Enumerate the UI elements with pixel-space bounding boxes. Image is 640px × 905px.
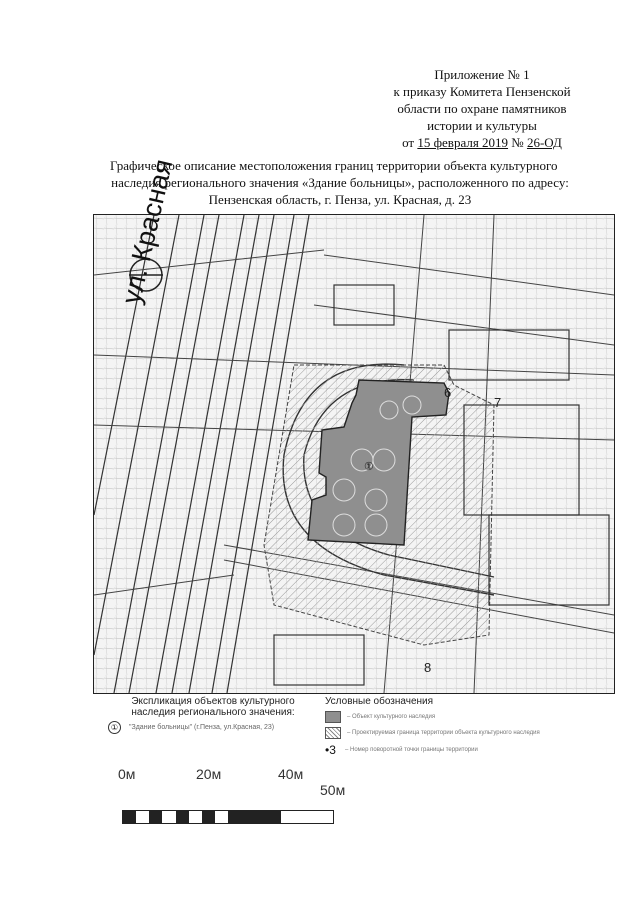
point-symbol-icon: • 3 [325, 743, 336, 757]
scale-label-40: 40м [278, 766, 304, 782]
order-number: 26-ОД [526, 135, 562, 150]
date-prefix: от [402, 135, 415, 150]
legend-text-point: – Номер поворотной точки границы территории [345, 747, 478, 753]
object-marker: ① [364, 461, 374, 473]
number-sign: № [511, 135, 524, 150]
order-date: 15 февраля 2019 [417, 135, 509, 150]
scale-bar [118, 766, 378, 832]
boundary-swatch-icon [325, 727, 341, 739]
title-line-2: наследия регионального значения «Здание больницы», расположенного по адресу: [111, 175, 569, 190]
order-reference-3: истории и культуры [427, 118, 537, 133]
scale-label-50: 50м [320, 782, 346, 798]
point-number-7: 7 [494, 395, 502, 410]
title-line-3: Пензенская область, г. Пенза, ул. Красная, д. 23 [208, 192, 472, 207]
street-label: ул. Красная [116, 156, 179, 307]
site-plan-map [93, 214, 615, 694]
order-reference: к приказу Комитета Пензенской [393, 84, 571, 99]
appendix-number: Приложение № 1 [434, 67, 530, 82]
explication-title-1: Экспликация объектов культурного [131, 696, 295, 707]
order-date-line [362, 134, 602, 151]
symbols-title: Условные обозначения [325, 696, 434, 707]
explication-title-2: наследия регионального значения: [131, 707, 295, 718]
document-header [362, 66, 602, 151]
scale-segments [122, 810, 334, 824]
legend-row-object [325, 711, 615, 723]
legend-text-object: – Объект культурного наследия [347, 714, 436, 720]
explication [108, 696, 318, 734]
legend-row-point [325, 743, 615, 757]
legend-text-boundary: – Проектируемая граница территории объекта культурного наследия [347, 730, 540, 736]
object-number: ① [108, 721, 121, 734]
scale-label-20: 20м [196, 766, 222, 782]
object-description: "Здание больницы" (г.Пенза, ул.Красная, 23) [129, 724, 275, 731]
point-number-8: 8 [424, 660, 432, 675]
symbol-legend [325, 696, 615, 757]
legend-row-boundary [325, 727, 615, 739]
explication-item [108, 721, 318, 734]
map-drawing [94, 215, 614, 693]
point-mark: 3 [329, 743, 336, 757]
title-line-1: Графическое описание местоположения границ территории объекта культурного [110, 158, 558, 173]
point-number-6: 6 [444, 385, 452, 400]
object-swatch-icon [325, 711, 341, 723]
order-reference-2: области по охране памятников [397, 101, 567, 116]
scale-label-0: 0м [118, 766, 136, 782]
